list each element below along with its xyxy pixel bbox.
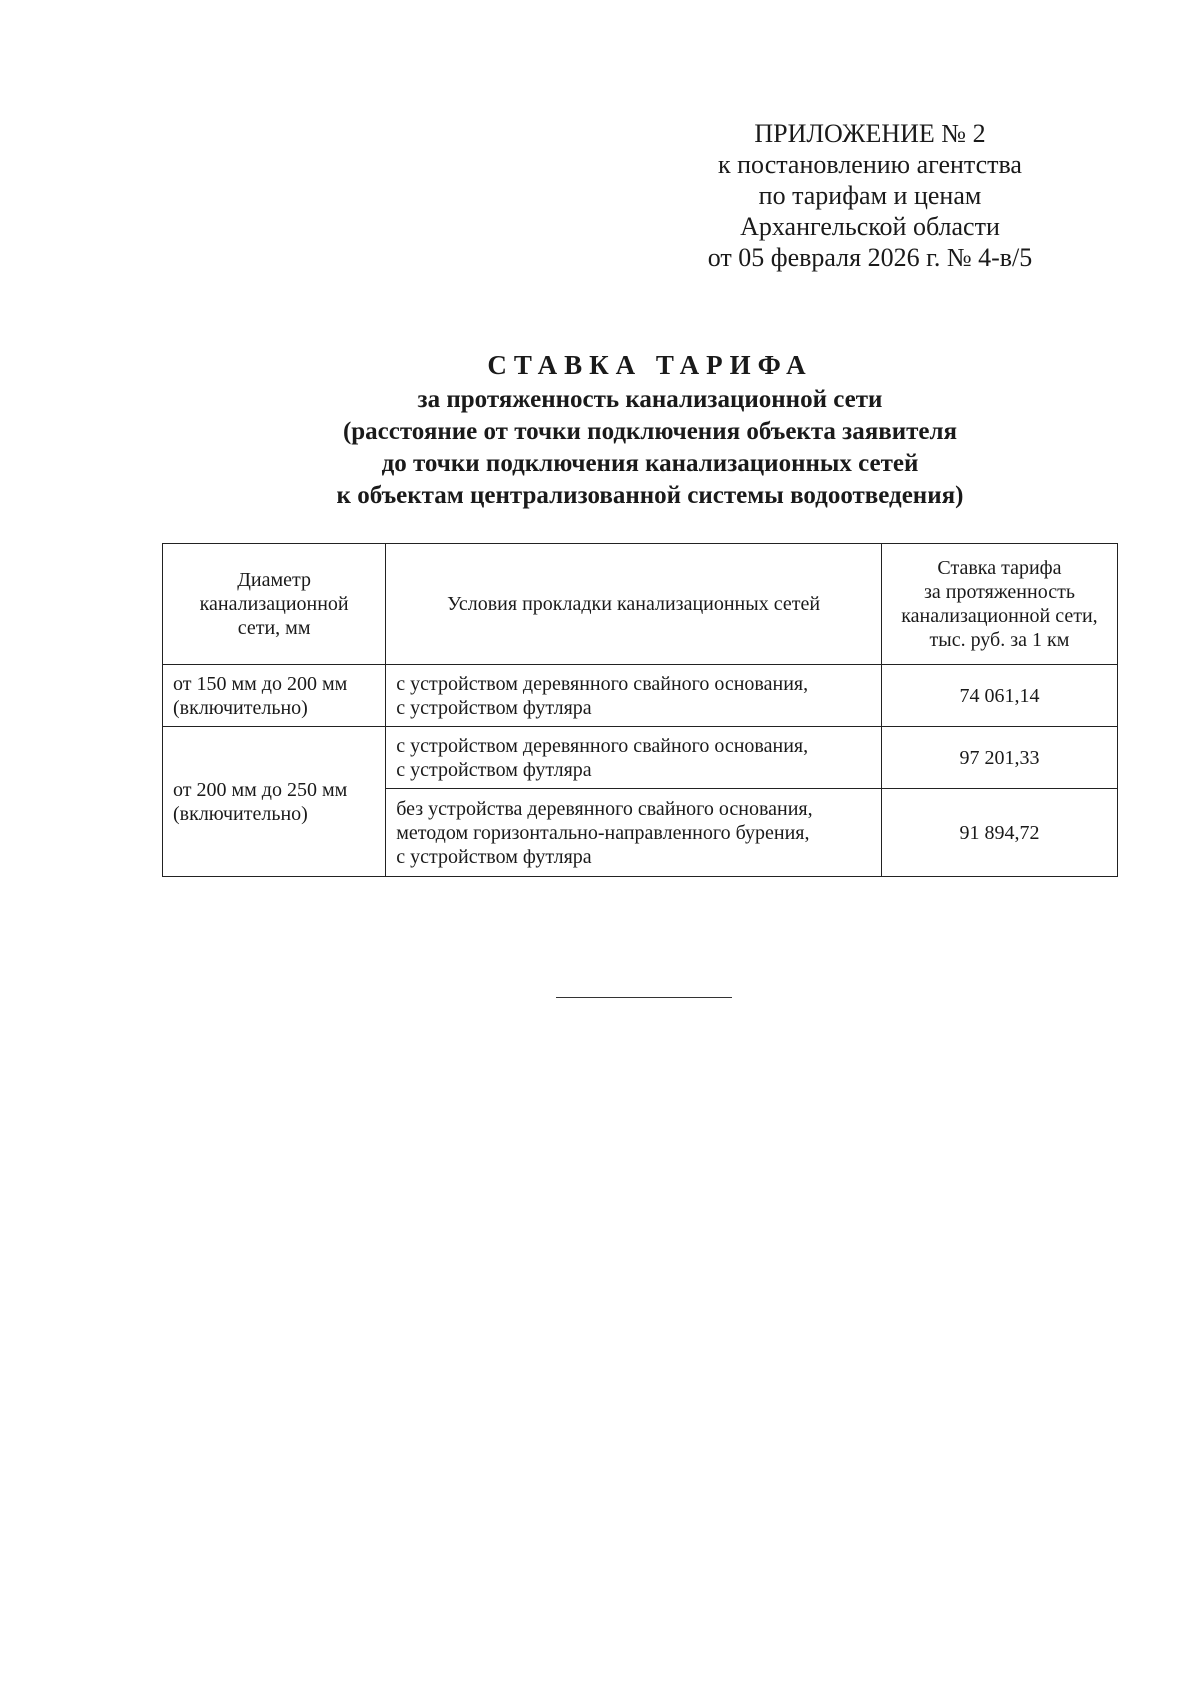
rate-cell: 97 201,33	[881, 727, 1117, 789]
appendix-line-region: Архангельской области	[740, 212, 1000, 241]
appendix-line-resolution: к постановлению агентства	[718, 150, 1022, 179]
conditions-cell: с устройством деревянного свайного основания, с устройством футляра	[386, 665, 882, 727]
diameter-cell: от 150 мм до 200 мм (включительно)	[163, 665, 386, 727]
end-divider	[556, 997, 732, 998]
title-line-1: за протяженность канализационной сети	[417, 386, 883, 413]
title-main: СТАВКА ТАРИФА	[487, 350, 813, 380]
table-row	[163, 665, 1118, 727]
header-diameter: Диаметр канализационной сети, мм	[163, 544, 386, 665]
title-line-3: до точки подключения канализационных сетей	[381, 450, 919, 477]
rate-cell: 91 894,72	[881, 789, 1117, 877]
header-conditions: Условия прокладки канализационных сетей	[386, 544, 882, 665]
conditions-cell: без устройства деревянного свайного основания, методом горизонтально-направленного бурения, с устройством футляра	[386, 789, 882, 877]
appendix-line-agency: по тарифам и ценам	[758, 181, 982, 210]
tariff-table	[162, 543, 1118, 877]
diameter-cell: от 200 мм до 250 мм (включительно)	[163, 727, 386, 877]
rate-cell: 74 061,14	[881, 665, 1117, 727]
appendix-header	[660, 118, 1080, 273]
header-rate: Ставка тарифа за протяженность канализационной сети, тыс. руб. за 1 км	[881, 544, 1117, 665]
document-title	[150, 348, 1150, 512]
title-line-4: к объектам централизованной системы водоотведения)	[336, 482, 964, 509]
table-header-row	[163, 544, 1118, 665]
table-row	[163, 727, 1118, 789]
title-line-2: (расстояние от точки подключения объекта заявителя	[342, 418, 958, 445]
appendix-line-date: от 05 февраля 2026 г. № 4-в/5	[707, 243, 1033, 272]
conditions-cell: с устройством деревянного свайного основания, с устройством футляра	[386, 727, 882, 789]
appendix-number: ПРИЛОЖЕНИЕ № 2	[754, 119, 986, 148]
